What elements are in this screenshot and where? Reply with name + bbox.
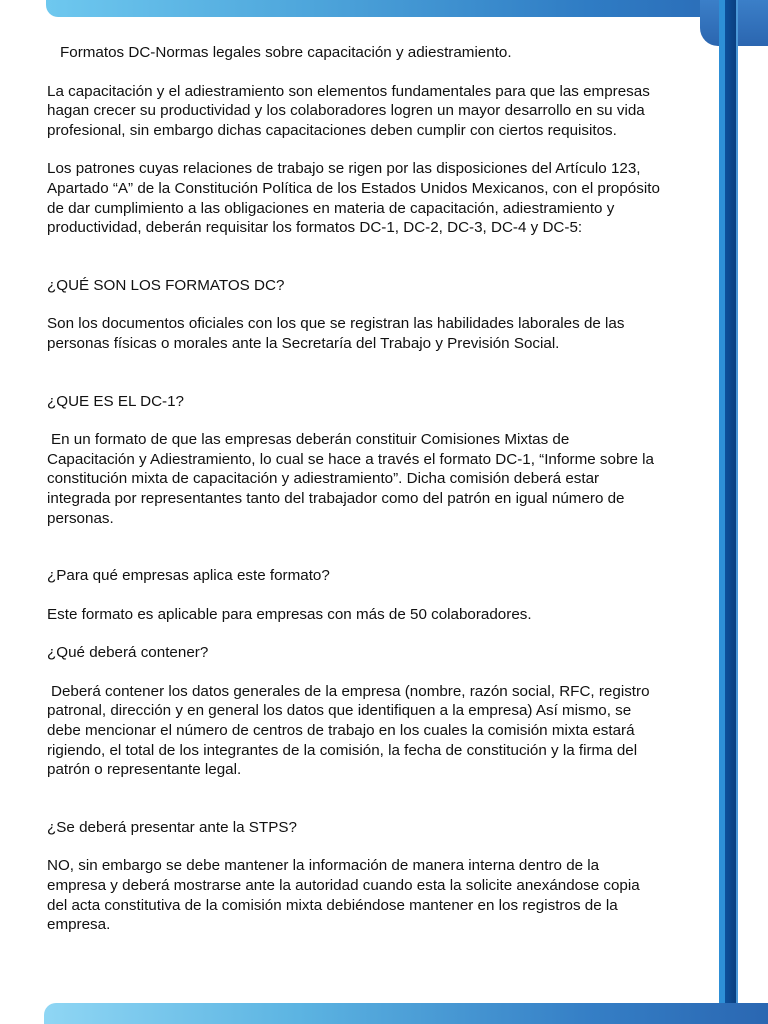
right-side-rule-thin: [736, 0, 738, 1024]
top-decorative-bar: [46, 0, 768, 17]
answer-dc-1: En un formato de que las empresas deberán constituir Comisiones Mixtas de Capacitación y Adiestramiento, lo cual se hace a través el formato DC-1, “Informe sobre la constitución mixta de capacitación y adiestramiento”. Dicha comisión deberá estar integrada por representantes tanto del trabajador como del patrón en igual número de personas.: [47, 431, 654, 527]
question-contenido: ¿Qué deberá contener?: [47, 644, 209, 662]
intro-paragraph: La capacitación y el adiestramiento son elementos fundamentales para que las empresas hagan crecer su productividad y los colaboradores logren un mayor desarrollo en su vida profesional, sin embargo dichas capacitaciones deben cumplir con ciertos requisitos.: [47, 82, 650, 139]
answer-contenido: Deberá contener los datos generales de la empresa (nombre, razón social, RFC, registro patronal, dirección y en general los datos que identifiquen a la empresa) Así mismo, se debe mencionar el número de centros de trabajo en los cuales la comisión mixta estará rigiendo, el total de los integrantes de la comisión, la fecha de constitución y la firma del patrón o representante legal.: [47, 682, 650, 779]
answer-formatos-dc: Son los documentos oficiales con los que se registran las habilidades laborales de las personas físicas o morales ante la Secretaría del Trabajo y Previsión Social.: [47, 315, 625, 352]
question-stps: ¿Se deberá presentar ante la STPS?: [47, 818, 297, 836]
answer-empresas-aplica: Este formato es aplicable para empresas con más de 50 colaboradores.: [47, 605, 532, 623]
patrones-paragraph: Los patrones cuyas relaciones de trabajo se rigen por las disposiciones del Artículo 123, Apartado “A” de la Constitución Política de los Estados Unidos Mexicanos, con el propósito de dar cumplimiento a las obligaciones en materia de capacitación, adiestramiento y productividad, deberán requisitar los formatos DC-1, DC-2, DC-3, DC-4 y DC-5:: [47, 160, 660, 237]
right-side-rule-dark: [725, 0, 736, 1024]
question-empresas-aplica: ¿Para qué empresas aplica este formato?: [47, 567, 330, 585]
document-title: Formatos DC-Normas legales sobre capacitación y adiestramiento.: [60, 44, 512, 61]
question-formatos-dc: ¿QUÉ SON LOS FORMATOS DC?: [47, 276, 285, 294]
bottom-decorative-bar: [44, 1003, 768, 1024]
answer-stps: NO, sin embargo se debe mantener la información de manera interna dentro de la empresa y deberá mostrarse ante la autoridad cuando esta la solicite anexándose copia del acta constitutiva de la comisión mixta debiéndose mantener en los registros de la empresa.: [47, 857, 640, 934]
question-dc-1: ¿QUE ES EL DC-1?: [47, 392, 185, 410]
document-body: [47, 43, 719, 935]
